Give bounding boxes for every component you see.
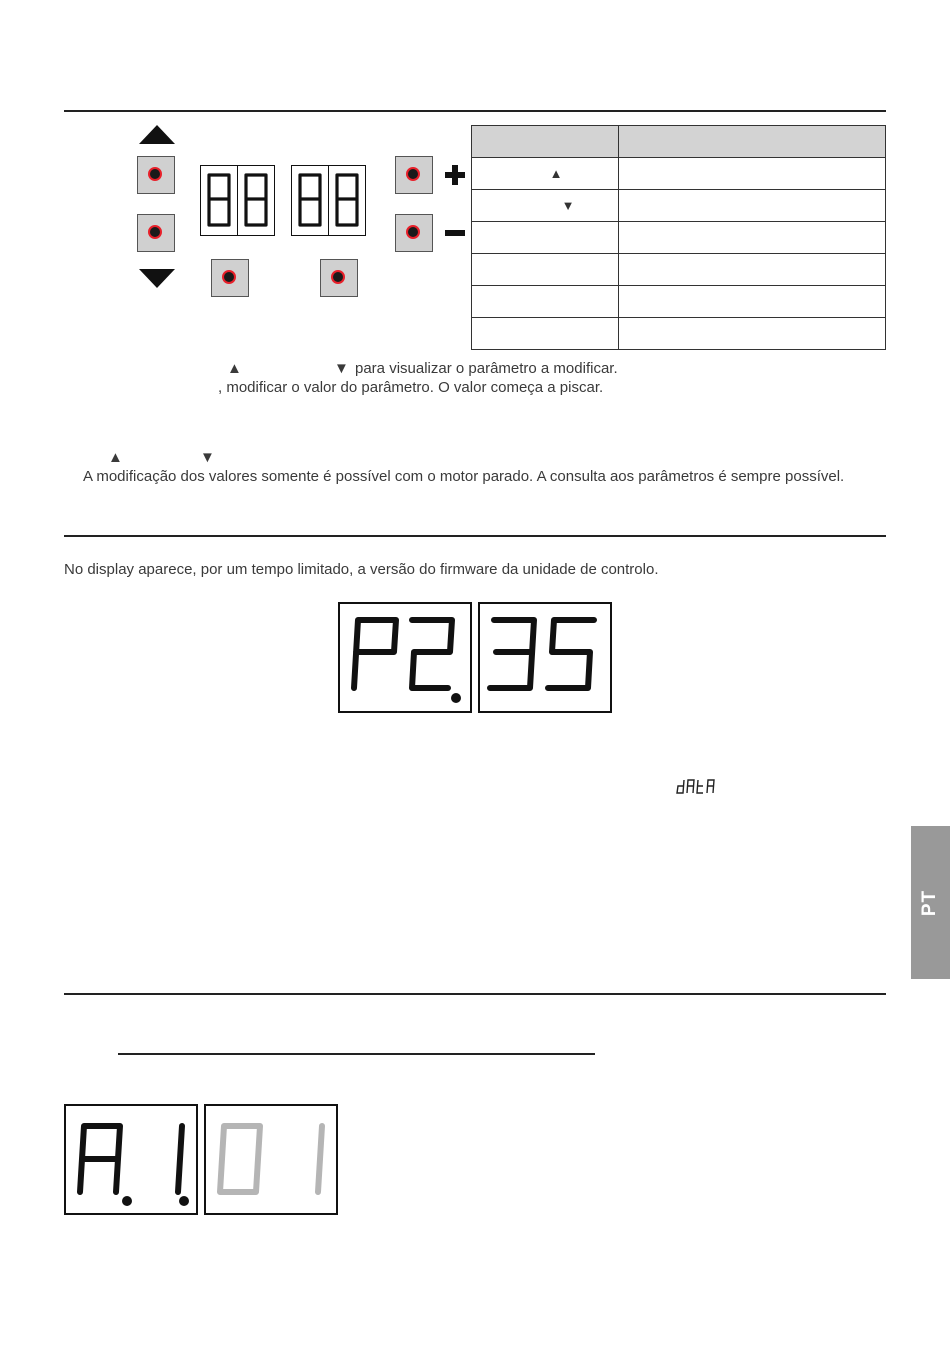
data-segment-label xyxy=(676,779,718,795)
modification-note: A modificação dos valores somente é possível com o motor parado. A consulta aos parâmetros é sempre possível. xyxy=(83,468,845,485)
language-tab-label: PT xyxy=(919,889,941,916)
instruction-line-2: , modificar o valor do parâmetro. O valor começa a piscar. xyxy=(218,379,604,396)
instruction-down-arrow: ▼ xyxy=(334,360,349,377)
left-select-button[interactable] xyxy=(211,259,249,297)
table-row xyxy=(472,286,886,318)
section-rule-bottom xyxy=(64,993,886,995)
underline-rule xyxy=(118,1053,595,1055)
table-cell xyxy=(472,254,619,286)
plus-icon xyxy=(445,165,465,185)
table-cell xyxy=(619,222,886,254)
table-cell xyxy=(619,158,886,190)
arrow-down-icon: ▼ xyxy=(472,190,619,222)
instruction-down-arrow: ▼ xyxy=(200,449,215,466)
table-cell xyxy=(619,254,886,286)
arrow-down-icon xyxy=(138,268,176,288)
table-cell xyxy=(619,286,886,318)
table-cell xyxy=(619,318,886,350)
arrow-up-icon: ▲ xyxy=(472,158,619,190)
instruction-up-arrow: ▲ xyxy=(227,360,242,377)
table-row xyxy=(472,190,886,222)
down-button[interactable] xyxy=(137,214,175,252)
up-button[interactable] xyxy=(137,156,175,194)
parameter-table xyxy=(471,125,886,350)
table-cell xyxy=(472,126,619,158)
minus-icon xyxy=(445,230,465,236)
table-cell xyxy=(472,318,619,350)
firmware-display xyxy=(338,602,614,714)
table-row xyxy=(472,318,886,350)
parameter-display xyxy=(64,1104,340,1216)
table-cell xyxy=(472,286,619,318)
table-row xyxy=(472,158,886,190)
table-row xyxy=(472,254,886,286)
instruction-up-arrow: ▲ xyxy=(108,449,123,466)
table-row xyxy=(472,222,886,254)
right-select-button[interactable] xyxy=(320,259,358,297)
panel-display xyxy=(200,165,370,237)
minus-button[interactable] xyxy=(395,214,433,252)
firmware-text: No display aparece, por um tempo limitado, a versão do firmware da unidade de controlo. xyxy=(64,561,659,578)
arrow-up-icon xyxy=(138,125,176,145)
instruction-line-1: para visualizar o parâmetro a modificar. xyxy=(355,360,618,377)
section-rule-top xyxy=(64,110,886,112)
section-rule-firmware xyxy=(64,535,886,537)
table-cell xyxy=(619,190,886,222)
language-tab xyxy=(911,826,950,979)
table-cell xyxy=(472,222,619,254)
table-cell xyxy=(619,126,886,158)
plus-button[interactable] xyxy=(395,156,433,194)
table-header-row xyxy=(472,126,886,158)
